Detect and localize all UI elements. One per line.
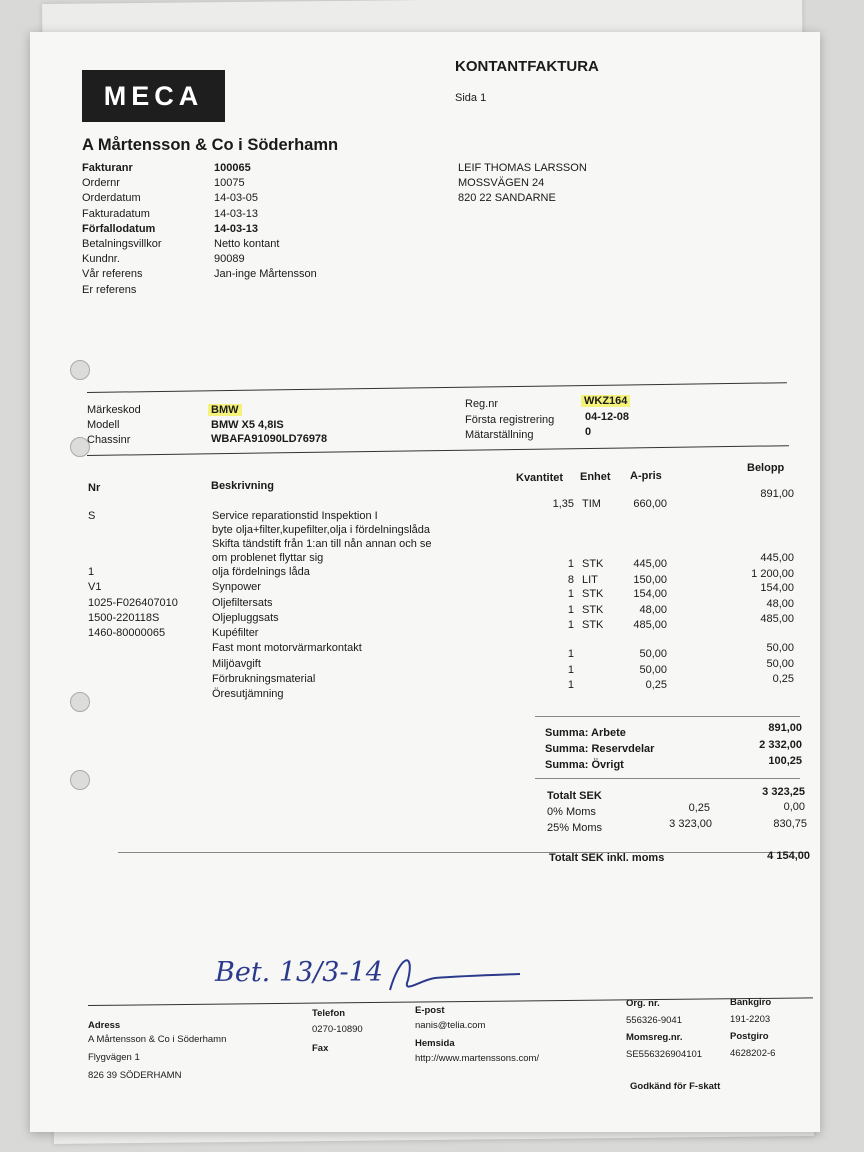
item-nr: 1: [88, 566, 95, 578]
company-name: A Mårtensson & Co i Söderhamn: [82, 136, 339, 154]
item-amount: 1 200,00: [751, 568, 794, 580]
meta-value: Jan-inge Mårtensson: [214, 268, 317, 281]
item-amount: 50,00: [766, 658, 794, 670]
meta-label: Orderdatum: [82, 192, 141, 205]
item-nr: S: [88, 510, 96, 522]
item-quantity: 1,35: [552, 498, 574, 510]
col-desc-header: Beskrivning: [211, 480, 274, 492]
meta-label: Betalningsvillkor: [82, 238, 162, 250]
vat0-base: 0,25: [688, 802, 710, 814]
item-unit: STK: [582, 588, 604, 600]
item-description: olja fördelnings låda: [212, 566, 310, 578]
sum-other-label: Summa: Övrigt: [545, 759, 624, 771]
invoice-sheet: [30, 32, 820, 1132]
vat25-label: 25% Moms: [547, 822, 603, 834]
signature-scribble: [380, 950, 530, 995]
item-description: Fast mont motorvärmarkontakt: [212, 642, 362, 654]
divider: [535, 778, 800, 779]
sum-labor-value: 891,00: [768, 722, 802, 734]
footer-phone: 0270-10890: [312, 1024, 363, 1035]
col-unit-header: Enhet: [580, 471, 611, 483]
total-value: 3 323,25: [762, 786, 805, 798]
meta-label: Kundnr.: [82, 253, 120, 266]
item-unit-price: 50,00: [639, 648, 667, 660]
meta-label: Fakturanr: [82, 162, 133, 174]
footer-web-label: Hemsida: [415, 1038, 455, 1049]
meta-value: 10075: [214, 177, 245, 190]
meta-value: 14-03-05: [214, 192, 259, 205]
grand-total-value: 4 154,00: [767, 850, 810, 862]
item-description: om problenet flyttar sig: [212, 552, 324, 564]
vehicle-model-label: Modell: [87, 419, 120, 431]
item-description: Synpower: [212, 581, 261, 593]
vehicle-chassis-label: Chassinr: [87, 434, 131, 446]
footer-bankgiro-label: Bankgiro: [730, 997, 772, 1008]
item-quantity: 1: [567, 558, 574, 570]
item-quantity: 1: [567, 679, 574, 691]
footer-address-label: Adress: [88, 1020, 121, 1031]
meta-value: 14-03-13: [214, 222, 259, 235]
sum-other-value: 100,25: [768, 755, 802, 767]
footer-postgiro-label: Postgiro: [730, 1031, 769, 1042]
vat0-label: 0% Moms: [547, 806, 596, 818]
item-unit-price: 660,00: [633, 498, 667, 510]
odometer-value: 0: [585, 426, 592, 438]
first-reg-label: Första registrering: [465, 414, 555, 426]
item-description: Öresutjämning: [212, 688, 284, 700]
item-unit: STK: [582, 558, 604, 570]
footer-address-line: A Mårtensson & Co i Söderhamn: [88, 1034, 227, 1045]
item-amount: 445,00: [760, 552, 794, 564]
vehicle-chassis: WBAFA91090LD76978: [211, 433, 328, 445]
item-unit-price: 48,00: [639, 604, 667, 616]
sum-parts-value: 2 332,00: [759, 739, 802, 751]
divider: [87, 445, 789, 456]
item-quantity: 1: [567, 604, 574, 616]
item-amount: 50,00: [766, 642, 794, 654]
punch-hole: [70, 770, 90, 790]
item-description: Service reparationstid Inspektion I: [212, 510, 378, 522]
item-unit-price: 154,00: [633, 588, 667, 600]
item-amount: 0,25: [772, 673, 794, 685]
item-nr: V1: [88, 581, 102, 593]
odometer-label: Mätarställning: [465, 429, 534, 441]
meta-label: Ordernr: [82, 177, 120, 190]
item-quantity: 1: [567, 619, 574, 631]
footer-phone-label: Telefon: [312, 1008, 346, 1019]
item-unit-price: 485,00: [633, 619, 667, 631]
footer-vatreg: SE556326904101: [626, 1049, 703, 1060]
customer-street: MOSSVÄGEN 24: [458, 177, 545, 189]
item-description: Skifta tändstift från 1:an till nån annan och se: [212, 538, 432, 550]
item-nr: 1500-220118S: [88, 612, 160, 624]
meta-value: 14-03-13: [214, 207, 259, 220]
footer-fskatt: Godkänd för F-skatt: [630, 1081, 721, 1092]
payment-signature: Bet. 13/3-14: [215, 957, 383, 988]
footer-fax-label: Fax: [312, 1043, 329, 1054]
meta-label: Vår referens: [82, 268, 143, 281]
col-price-header: A-pris: [630, 470, 662, 482]
item-description: byte olja+filter,kupefilter,olja i fördelningslåda: [212, 524, 430, 536]
vehicle-make-label: Märkeskod: [87, 404, 141, 416]
item-quantity: 8: [567, 574, 574, 586]
item-amount: 154,00: [760, 582, 794, 594]
footer-email-label: E-post: [415, 1005, 445, 1016]
sum-parts-label: Summa: Reservdelar: [545, 743, 655, 755]
vat25-value: 830,75: [773, 818, 807, 830]
col-qty-header: Kvantitet: [516, 472, 564, 484]
item-unit: STK: [582, 604, 604, 616]
item-quantity: 1: [567, 664, 574, 676]
meca-logo: MECA: [82, 70, 225, 122]
item-unit: LIT: [582, 574, 598, 586]
footer-web[interactable]: http://www.martenssons.com/: [415, 1053, 540, 1064]
footer-postgiro: 4628202-6: [730, 1048, 776, 1059]
footer-org: 556326-9041: [626, 1015, 682, 1026]
item-description: Förbrukningsmaterial: [212, 673, 316, 685]
divider: [87, 382, 787, 393]
footer-address-line: 826 39 SÖDERHAMN: [88, 1070, 182, 1081]
item-amount: 48,00: [766, 598, 794, 610]
grand-total-label: Totalt SEK inkl. moms: [549, 852, 665, 864]
footer-address-line: Flygvägen 1: [88, 1052, 140, 1063]
footer-email[interactable]: nanis@telia.com: [415, 1020, 486, 1031]
vehicle-model: BMW X5 4,8IS: [211, 419, 284, 431]
meta-value: 90089: [214, 253, 245, 266]
item-quantity: 1: [567, 588, 574, 600]
col-amount-header: Belopp: [747, 462, 785, 474]
item-unit-price: 150,00: [633, 574, 667, 586]
item-unit-price: 0,25: [645, 679, 667, 691]
col-nr-header: Nr: [88, 482, 101, 494]
item-nr: 1460-80000065: [88, 627, 166, 639]
reg-label: Reg.nr: [465, 398, 499, 410]
item-description: Oljepluggsats: [212, 612, 279, 624]
footer-bankgiro: 191-2203: [730, 1014, 771, 1025]
item-unit: STK: [582, 619, 604, 631]
item-quantity: 1: [567, 648, 574, 660]
footer-org-label: Org. nr.: [626, 998, 660, 1009]
item-unit: TIM: [582, 498, 601, 510]
item-description: Oljefiltersats: [212, 597, 273, 609]
vat0-value: 0,00: [783, 801, 805, 813]
item-description: Miljöavgift: [212, 658, 261, 670]
punch-hole: [70, 692, 90, 712]
item-unit-price: 50,00: [639, 664, 667, 676]
invoice-title: KONTANTFAKTURA: [455, 58, 599, 75]
footer-vatreg-label: Momsreg.nr.: [626, 1032, 683, 1043]
meta-value: 100065: [214, 162, 251, 174]
meta-label: Förfallodatum: [82, 222, 156, 235]
divider: [535, 716, 800, 717]
meta-label: Fakturadatum: [82, 207, 150, 220]
meta-label: Er referens: [82, 283, 137, 296]
item-unit-price: 445,00: [633, 558, 667, 570]
reg-number: WKZ164: [581, 395, 630, 407]
vat25-base: 3 323,00: [669, 818, 712, 830]
meta-value: Netto kontant: [214, 238, 280, 250]
punch-hole: [70, 360, 90, 380]
page-number: Sida 1: [455, 92, 487, 104]
item-amount: 485,00: [760, 613, 794, 625]
first-reg-date: 04-12-08: [585, 411, 630, 423]
total-label: Totalt SEK: [547, 790, 602, 802]
sum-labor-label: Summa: Arbete: [545, 727, 626, 739]
item-amount: 891,00: [760, 488, 794, 500]
vehicle-make: BMW: [208, 404, 242, 416]
customer-city: 820 22 SANDARNE: [458, 192, 556, 204]
item-description: Kupéfilter: [212, 627, 259, 639]
item-nr: 1025-F026407010: [88, 597, 178, 609]
customer-name: LEIF THOMAS LARSSON: [458, 162, 587, 174]
footer-divider: [88, 997, 813, 1006]
